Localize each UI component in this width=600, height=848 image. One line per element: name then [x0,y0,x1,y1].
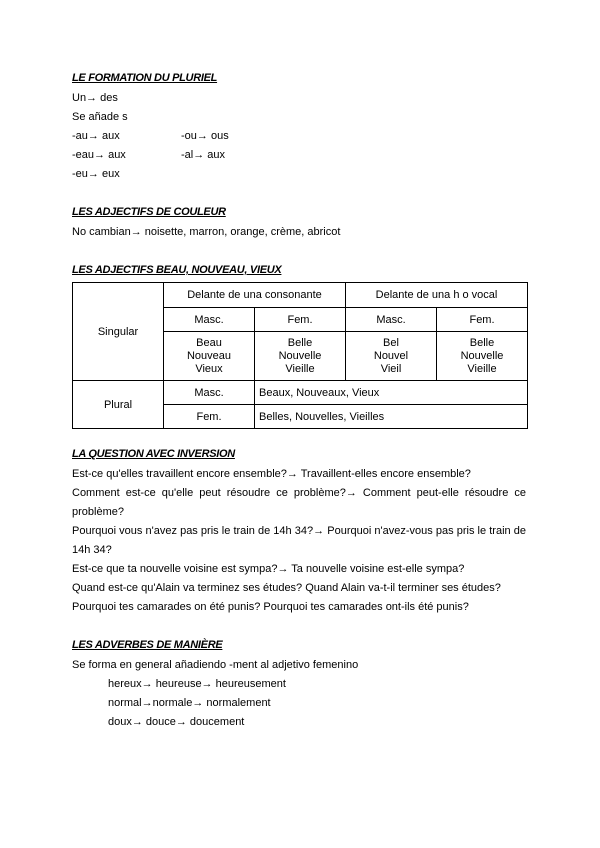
adverbe-example-3: doux→ douce→ doucement [108,716,245,728]
form-nouvel: Nouvel [373,349,409,362]
form-belle: Belle [287,336,313,349]
cell-sing-vow-fem [437,332,528,381]
cell-sing-cons-masc [164,332,255,381]
question-line-1: Est-ce qu'elles travaillent encore ensemble?→ Travaillent-elles encore ensemble? [72,468,471,480]
pluriel-line-1: Un→ des [72,92,118,104]
pluriel-line-2: Se añade s [72,111,128,123]
subheader-masc: Masc. [346,308,437,332]
plural-masc-label: Masc. [164,381,255,405]
subheader-fem: Fem. [437,308,528,332]
heading-beau: LES ADJECTIFS BEAU, NOUVEAU, VIEUX [72,264,282,276]
form-nouveau: Nouveau [186,349,232,362]
form-vieil: Vieil [380,362,402,375]
question-line-4: Est-ce que ta nouvelle voisine est sympa?→ Ta nouvelle voisine est-elle sympa? [72,563,465,575]
heading-couleur: LES ADJECTIFS DE COULEUR [72,206,226,218]
cell-sing-cons-fem [255,332,346,381]
form-vieille: Vieille [467,362,497,375]
form-bel: Bel [383,336,399,349]
couleur-text: No cambian→ noisette, marron, orange, crème, abricot [72,226,341,238]
adverbe-example-1: hereux→ heureuse→ heureusement [108,678,286,690]
form-nouvelle: Nouvelle [278,349,322,362]
header-vowel: Delante de una h o vocal [346,283,528,308]
cell-singular: Singular [73,283,164,381]
rule-right-2: -al→ aux [181,149,226,161]
plural-fem-label: Fem. [164,405,255,429]
question-line-6: Pourquoi tes camarades on été punis? Pourquoi tes camarades ont-ils été punis? [72,601,469,613]
adverbes-intro: Se forma en general añadiendo -ment al adjetivo femenino [72,659,359,671]
plural-masc-forms: Beaux, Nouveaux, Vieux [255,381,528,405]
cell-plural: Plural [73,381,164,429]
question-line-5: Quand est-ce qu'Alain va terminez ses études? Quand Alain va-t-il terminer ses études? [72,582,501,594]
subheader-fem: Fem. [255,308,346,332]
plural-fem-forms: Belles, Nouvelles, Vieilles [255,405,528,429]
form-beau: Beau [196,336,222,349]
heading-question: LA QUESTION AVEC INVERSION [72,448,235,460]
cell-sing-vow-masc [346,332,437,381]
header-consonant: Delante de una consonante [164,283,346,308]
adverbe-example-2: normal→normale→ normalement [108,697,271,709]
rule-left-1: -au→ aux [72,130,120,142]
rule-left-2: -eau→ aux [72,149,126,161]
question-line-2: Comment est-ce qu'elle peut résoudre ce problème?→ Comment peut-elle résoudre ce problème? [72,487,526,518]
question-line-3: Pourquoi vous n'avez pas pris le train de 14h 34?→ Pourquoi n'avez-vous pas pris le train de 14h 34? [72,525,526,556]
rule-left-3: -eu→ eux [72,168,120,180]
heading-pluriel: LE FORMATION DU PLURIEL [72,72,218,84]
form-belle: Belle [469,336,495,349]
heading-adverbes: LES ADVERBES DE MANIÈRE [72,639,223,651]
form-vieux: Vieux [195,362,223,375]
rule-right-1: -ou→ ous [181,130,229,142]
form-vieille: Vieille [285,362,315,375]
adjectives-table [72,282,528,429]
subheader-masc: Masc. [164,308,255,332]
form-nouvelle: Nouvelle [460,349,504,362]
